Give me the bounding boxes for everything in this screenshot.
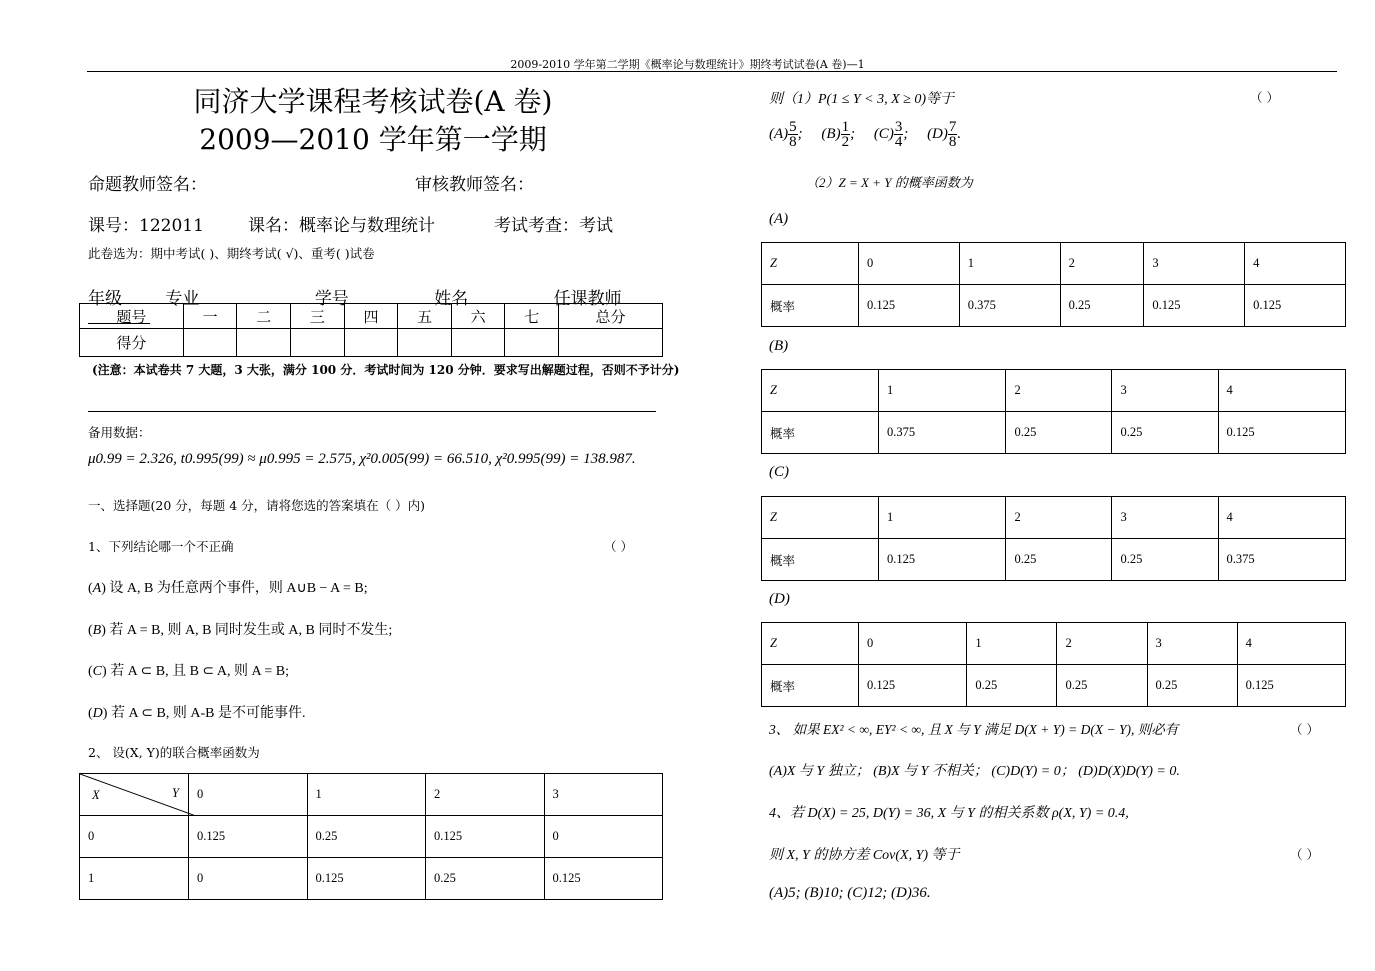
prob-value: 0.25 [1057, 665, 1147, 707]
prob-value: 0.375 [1218, 539, 1346, 581]
table-cell: 0.25 [307, 816, 426, 858]
score-cell[interactable] [451, 329, 505, 357]
z-value: 4 [1245, 243, 1346, 285]
option-a-table [761, 242, 1346, 327]
reserve-formula: μ0.99 = 2.326, t0.995(99) ≈ μ0.995 = 2.575, χ²0.005(99) = 66.510, χ²0.995(99) = 138.987. [88, 451, 636, 467]
z-value: 0 [859, 243, 960, 285]
z-value: 3 [1147, 623, 1237, 665]
option-c-label: (C) [873, 125, 894, 142]
q1-option-a: (A) 设 A, B 为任意两个事件，则 A∪B − A = B; [88, 581, 368, 596]
table-cell: 0.125 [307, 858, 426, 900]
section1-title: 一、选择题(20 分，每题 4 分，请将您选的答案填在（ ）内) [88, 498, 426, 513]
prob-row [762, 665, 1346, 707]
q3-stem: 3、 如果 EX² < ∞, EY² < ∞, 且 X 与 Y 满足 D(X + Y) = D(X − Y), 则必有 [769, 722, 1179, 737]
z-row [762, 243, 1346, 285]
q3-options: (A)X 与 Y 独立； (B)X 与 Y 不相关； (C)D(Y) = 0； (D)D(X)D(Y) = 0. [769, 764, 1180, 779]
course-code: 课号：122011 [88, 216, 204, 236]
author-signature: 命题教师签名： [88, 175, 207, 195]
option-c-tag: (C) [769, 464, 789, 480]
score-row [80, 329, 663, 357]
score-cell[interactable] [505, 329, 559, 357]
table-cell: 0.125 [544, 858, 663, 900]
prob-value: 0.125 [1144, 285, 1245, 327]
score-header: 六 [451, 304, 505, 329]
score-header: 一 [183, 304, 237, 329]
table-cell: 0 [544, 816, 663, 858]
prob-label: 概率 [762, 665, 859, 707]
reviewer-signature: 审核教师签名： [415, 175, 534, 195]
prob-value: 0.125 [1218, 412, 1346, 454]
z-row [762, 370, 1346, 412]
exam-notice: (注意：本试卷共 7 大题，3 大张，满分 100 分．考试时间为 120 分钟．要求写出解题过程，否则不予计分) [92, 363, 680, 377]
q2-part2: （2）Z = X + Y 的概率函数为 [806, 175, 973, 190]
prob-label: 概率 [762, 539, 879, 581]
q2-part1-options: (A) $\frac{5}{8}$ ; (B) $\frac{1}{2}$ ; (C) $\frac{3}{4}$ ; (D) $\frac{7}{8}$ . [769, 119, 962, 150]
score-header: 总分 [559, 304, 663, 329]
q4-answer-paren[interactable]: （ ） [1290, 847, 1319, 862]
z-value: 3 [1112, 370, 1218, 412]
id-label: 学号 [314, 289, 349, 309]
score-header: 七 [505, 304, 559, 329]
prob-value: 0.25 [1112, 412, 1218, 454]
score-cell[interactable] [183, 329, 237, 357]
y-label: Y [172, 786, 179, 800]
option-a-tag: (A) [769, 211, 789, 227]
diag-header-cell [80, 774, 189, 816]
major-label: 专业 [165, 289, 200, 309]
table-row [80, 858, 663, 900]
prob-value: 0.375 [959, 285, 1060, 327]
prob-row [762, 412, 1346, 454]
q1-option-d: (D) 若 A ⊂ B, 则 A-B 是不可能事件. [88, 706, 306, 721]
prob-label: 概率 [762, 412, 879, 454]
running-header: 2009-2010 学年第二学期《概率论与数理统计》期终考试试卷(A 卷)—1 [510, 58, 865, 71]
option-d-table [761, 622, 1346, 707]
col-header: 3 [544, 774, 663, 816]
prob-label: 概率 [762, 285, 859, 327]
col-header: 0 [189, 774, 308, 816]
z-value: 2 [1057, 623, 1147, 665]
q4-stem: 4、若 D(X) = 25, D(Y) = 36, X 与 Y 的相关系数 ρ(X, Y) = 0.4, [769, 806, 1129, 821]
q1-stem: 1、下列结论哪一个不正确 [88, 539, 234, 554]
table-cell: 0.125 [426, 816, 545, 858]
z-label: Z [762, 623, 859, 665]
option-b-table [761, 369, 1346, 454]
teacher-label: 任课教师 [553, 289, 622, 309]
z-label: Z [762, 370, 879, 412]
z-value: 3 [1112, 497, 1218, 539]
q1-option-c: (C) 若 A ⊂ B, 且 B ⊂ A, 则 A = B; [88, 664, 289, 679]
q2-part1: 则（1）P(1 ≤ Y < 3, X ≥ 0)等于 [769, 92, 955, 107]
prob-value: 0.125 [1245, 285, 1346, 327]
q1-answer-paren[interactable]: （ ） [604, 539, 633, 554]
score-cell[interactable] [291, 329, 345, 357]
z-value: 0 [859, 623, 967, 665]
q2-stem: 2、 设(X, Y)的联合概率函数为 [88, 745, 260, 760]
q2-part1-paren[interactable]: （ ） [1250, 90, 1279, 105]
reserve-label: 备用数据： [88, 425, 151, 440]
table-cell: 0.125 [189, 816, 308, 858]
z-value: 3 [1144, 243, 1245, 285]
prob-value: 0.25 [1060, 285, 1144, 327]
z-value: 4 [1237, 623, 1345, 665]
name-label: 姓名 [434, 289, 469, 309]
q4-stem2: 则 X, Y 的协方差 Cov(X, Y) 等于 [769, 848, 960, 863]
table-row [80, 816, 663, 858]
z-value: 4 [1218, 497, 1346, 539]
prob-value: 0.125 [1237, 665, 1345, 707]
course-name: 课名：概率论与数理统计 [248, 216, 435, 236]
option-d-tag: (D) [769, 591, 790, 607]
prob-value: 0.25 [1112, 539, 1218, 581]
option-d-label: (D) [927, 125, 948, 142]
row-header: 1 [80, 858, 189, 900]
option-a-label: (A) [769, 125, 789, 142]
exam-mode: 考试考查：考试 [494, 216, 613, 236]
z-value: 1 [879, 497, 1006, 539]
option-c-table [761, 496, 1346, 581]
col-header: 2 [426, 774, 545, 816]
q3-answer-paren[interactable]: （ ） [1290, 722, 1319, 737]
prob-value: 0.125 [879, 539, 1006, 581]
score-header: 二 [237, 304, 291, 329]
x-label: X [92, 788, 100, 802]
z-value: 2 [1060, 243, 1144, 285]
score-cell[interactable] [559, 329, 663, 357]
score-header: 五 [398, 304, 452, 329]
exam-type: 此卷选为：期中考试( )、期终考试( √)、重考( )试卷 [88, 246, 375, 261]
option-c-frac: $\frac{3}{4}$ [894, 119, 903, 150]
exam-title: 同济大学课程考核试卷(A 卷) [193, 85, 553, 118]
prob-row [762, 285, 1346, 327]
score-table [79, 303, 663, 357]
student-info [88, 284, 656, 309]
q4-options: (A)5; (B)10; (C)12; (D)36. [769, 885, 931, 901]
table-cell: 0 [189, 858, 308, 900]
z-value: 2 [1006, 370, 1112, 412]
score-header-row [80, 304, 663, 329]
z-value: 1 [879, 370, 1006, 412]
prob-value: 0.125 [859, 285, 960, 327]
exam-term: 2009—2010 学年第一学期 [199, 123, 547, 156]
option-b-tag: (B) [769, 338, 789, 354]
option-d-frac: $\frac{7}{8}$ [948, 119, 957, 150]
col-header: 1 [307, 774, 426, 816]
z-row [762, 623, 1346, 665]
z-label: Z [762, 497, 879, 539]
z-label: Z [762, 243, 859, 285]
score-row-label: 得分 [80, 329, 184, 357]
option-a-frac: $\frac{5}{8}$ [789, 119, 797, 150]
score-cell[interactable] [398, 329, 452, 357]
prob-value: 0.25 [1006, 539, 1112, 581]
prob-row [762, 539, 1346, 581]
notice-rule [88, 411, 656, 412]
prob-value: 0.25 [1006, 412, 1112, 454]
option-b-frac: $\frac{1}{2}$ [841, 119, 850, 150]
prob-value: 0.25 [1147, 665, 1237, 707]
z-row [762, 497, 1346, 539]
prob-value: 0.125 [859, 665, 967, 707]
joint-prob-table [79, 773, 663, 900]
z-value: 1 [967, 623, 1057, 665]
q1-option-b: (B) 若 A = B, 则 A, B 同时发生或 A, B 同时不发生; [88, 623, 393, 638]
grade-label: 年级 [88, 289, 122, 309]
header-rule [87, 71, 1337, 72]
score-header: 三 [291, 304, 345, 329]
score-header: 四 [344, 304, 398, 329]
z-value: 1 [959, 243, 1060, 285]
option-b-label: (B) [821, 125, 841, 142]
z-value: 2 [1006, 497, 1112, 539]
table-cell: 0.25 [426, 858, 545, 900]
prob-value: 0.25 [967, 665, 1057, 707]
row-header: 0 [80, 816, 189, 858]
joint-header-row [80, 774, 663, 816]
score-cell[interactable] [344, 329, 398, 357]
prob-value: 0.375 [879, 412, 1006, 454]
score-cell[interactable] [237, 329, 291, 357]
z-value: 4 [1218, 370, 1346, 412]
score-header: 题号 [80, 304, 184, 329]
